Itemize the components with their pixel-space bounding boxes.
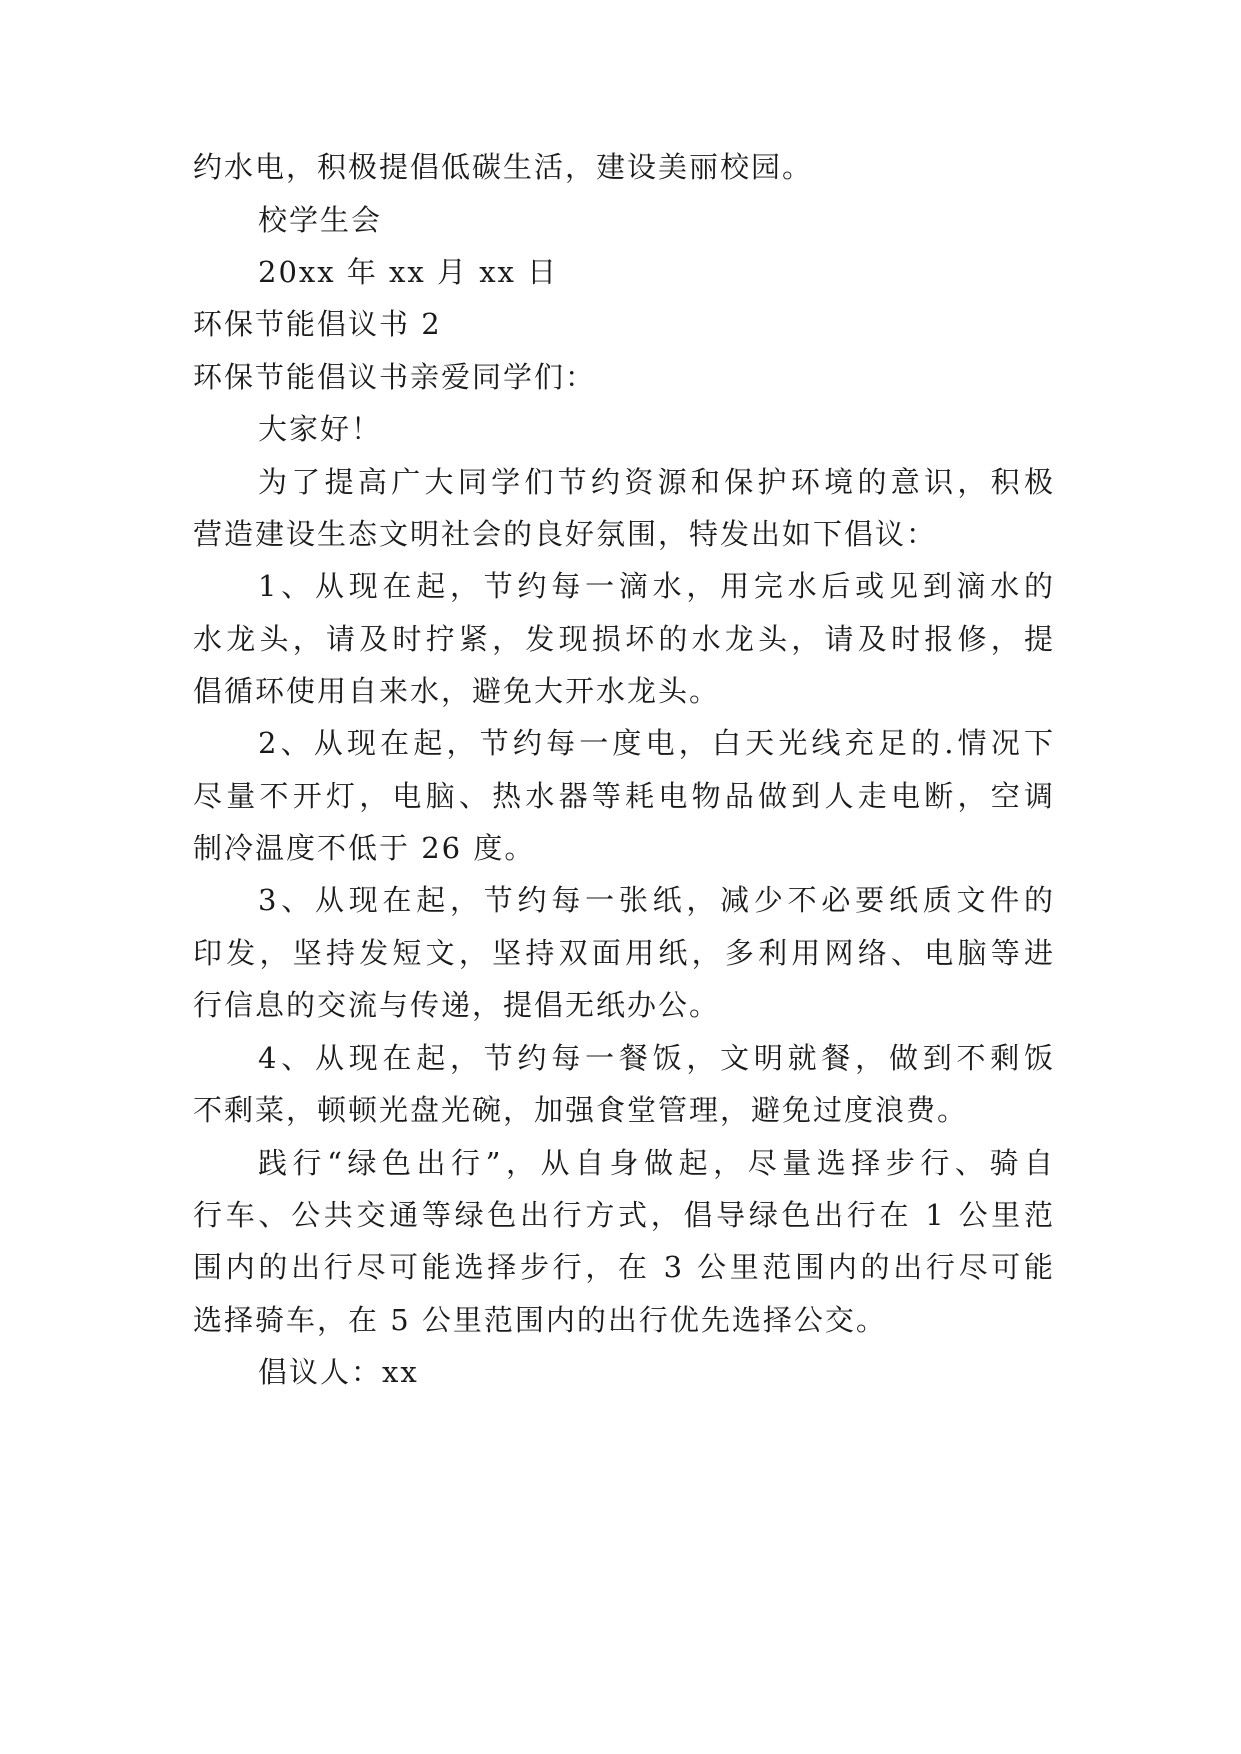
text-line: 为了提高广大同学们节约资源和保护环境的意识，积极 — [258, 465, 1055, 499]
signature-line: 校学生会 — [258, 203, 383, 237]
text-line: 约水电，积极提倡低碳生活，建设美丽校园。 — [193, 150, 814, 184]
text-line: 倡循环使用自来水，避免大开水龙头。 — [193, 674, 721, 708]
text-line: 2、从现在起，节约每一度电，白天光线充足的.情况下 — [258, 726, 1055, 760]
text-line: 4、从现在起，节约每一餐饭，文明就餐，做到不剩饭 — [258, 1041, 1055, 1075]
text-line: 尽量不开灯，电脑、热水器等耗电物品做到人走电断，空调 — [193, 779, 1055, 813]
text-line: 印发，坚持发短文，坚持双面用纸，多利用网络、电脑等进 — [193, 936, 1055, 970]
text-line: 践行“绿色出行”，从自身做起，尽量选择步行、骑自 — [258, 1146, 1055, 1180]
text-line: 行车、公共交通等绿色出行方式，倡导绿色出行在 1 公里范 — [193, 1198, 1055, 1232]
text-line: 围内的出行尽可能选择步行，在 3 公里范围内的出行尽可能 — [193, 1250, 1055, 1284]
date-line: 20xx 年 xx 月 xx 日 — [258, 255, 559, 289]
greeting-line: 大家好！ — [258, 412, 383, 446]
text-line: 不剩菜，顿顿光盘光碗，加强食堂管理，避免过度浪费。 — [193, 1093, 969, 1127]
text-line: 行信息的交流与传递，提倡无纸办公。 — [193, 988, 721, 1022]
proposer-line: 倡议人：xx — [258, 1355, 419, 1389]
text-line: 制冷温度不低于 26 度。 — [193, 831, 536, 865]
text-line: 选择骑车，在 5 公里范围内的出行优先选择公交。 — [193, 1303, 887, 1337]
text-line: 3、从现在起，节约每一张纸，减少不必要纸质文件的 — [258, 883, 1055, 917]
text-line: 水龙头，请及时拧紧，发现损坏的水龙头，请及时报修，提 — [193, 622, 1055, 656]
text-line: 1、从现在起，节约每一滴水，用完水后或见到滴水的 — [258, 569, 1055, 603]
text-line: 营造建设生态文明社会的良好氛围，特发出如下倡议： — [193, 517, 938, 551]
section-heading: 环保节能倡议书 2 — [193, 307, 442, 341]
salutation-line: 环保节能倡议书亲爱同学们： — [193, 360, 597, 394]
